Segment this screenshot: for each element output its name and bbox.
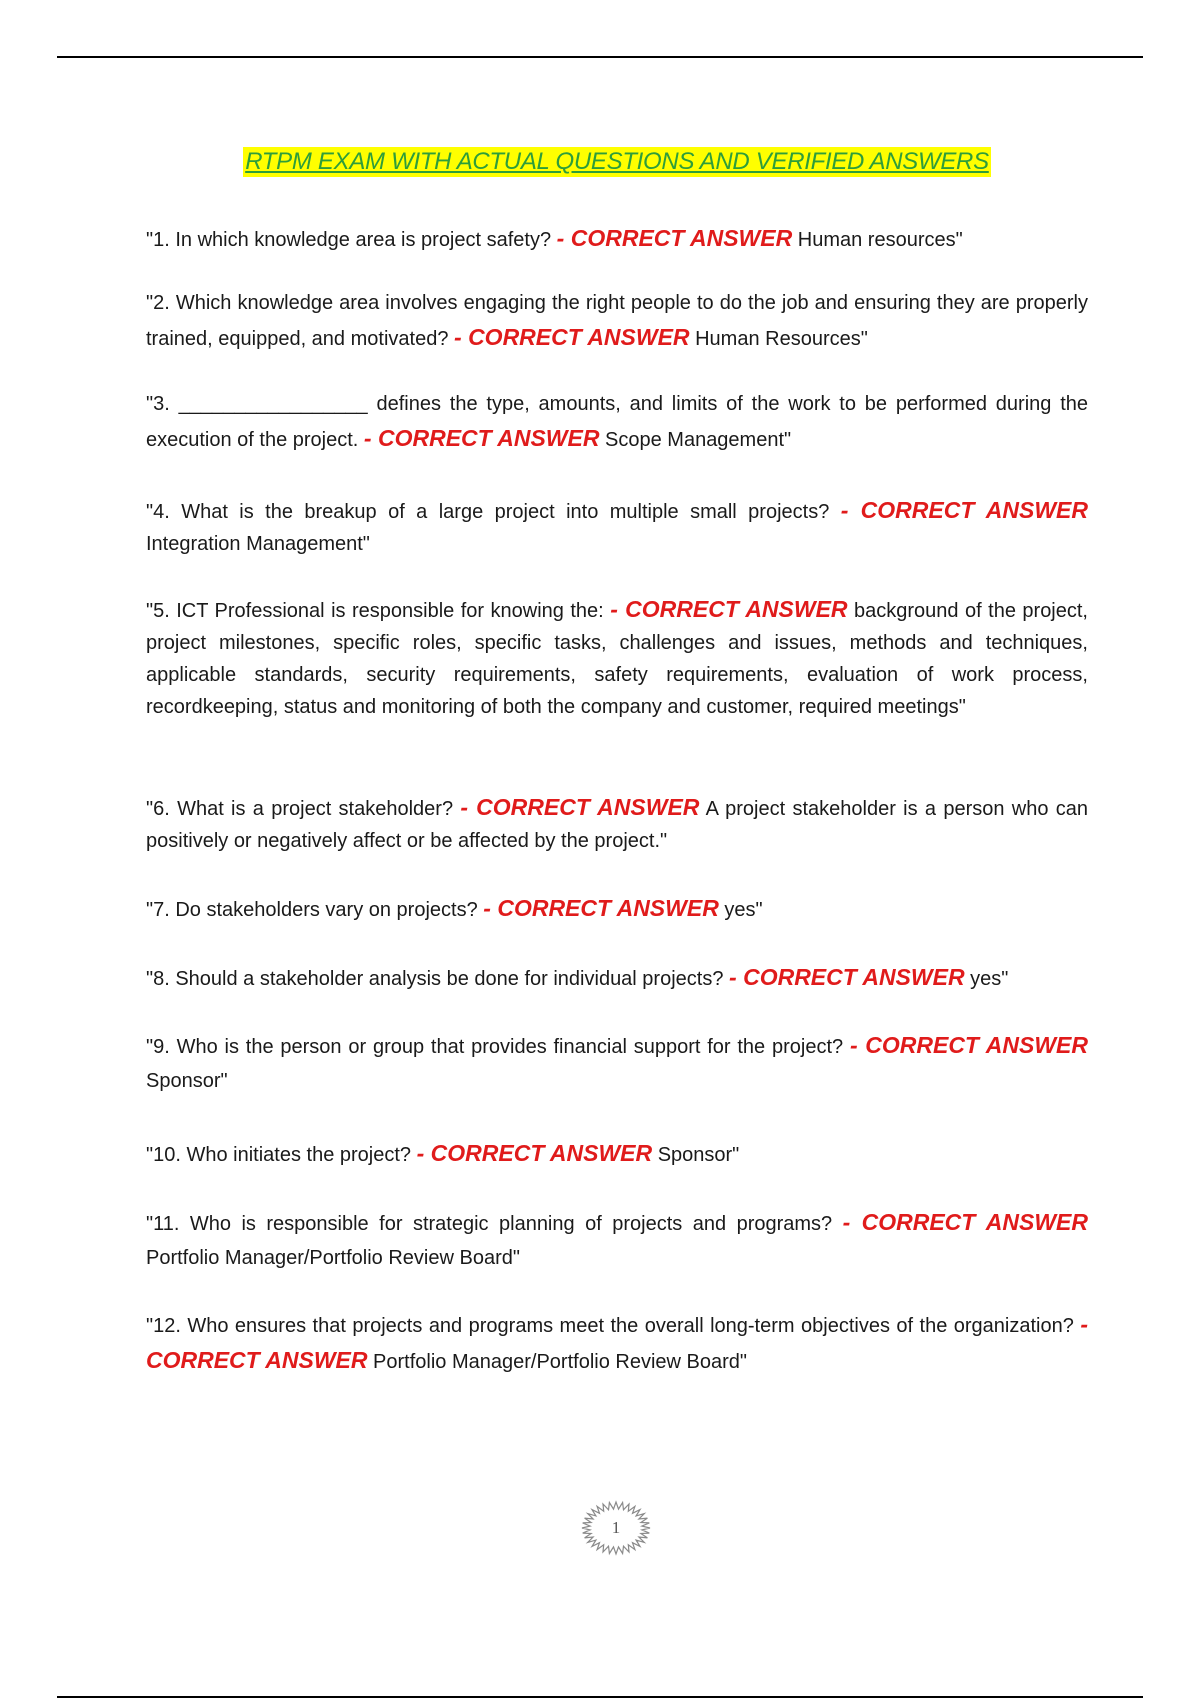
qa-item-6 bbox=[146, 791, 1088, 857]
answer-marker: - CORRECT ANSWER bbox=[483, 895, 719, 921]
answer-text: yes" bbox=[970, 968, 1009, 990]
question-text: "3. _________________ defines the type, amounts, and limits of the work to be performed during the execution of the project. bbox=[146, 393, 1088, 451]
question-text: "5. ICT Professional is responsible for knowing the: bbox=[146, 600, 604, 622]
answer-marker: - CORRECT ANSWER bbox=[610, 596, 848, 622]
document-title: RTPM EXAM WITH ACTUAL QUESTIONS AND VERIFIED ANSWERS bbox=[245, 148, 989, 175]
answer-text: A project stakeholder is a person who can positively or negatively affect or be affected by the project." bbox=[146, 798, 1089, 852]
page-number: 1 bbox=[611, 1518, 621, 1537]
answer-marker: - CORRECT ANSWER bbox=[842, 1209, 1088, 1235]
question-text: "6. What is a project stakeholder? bbox=[146, 798, 454, 820]
answer-text: background of the project, project milestones, specific roles, specific tasks, challenges and issues, methods and techniques, applicable standards, security requirements, safety requirements, evaluation of work process, recordkeeping, status and monitoring of both the company and customer, required meetings" bbox=[146, 600, 1088, 718]
answer-text: Sponsor" bbox=[146, 1070, 228, 1092]
header-rule bbox=[57, 56, 1143, 58]
qa-item-3 bbox=[146, 387, 1088, 457]
answer-marker: - CORRECT ANSWER bbox=[460, 794, 700, 820]
qa-item-7 bbox=[146, 891, 1088, 927]
qa-item-5 bbox=[146, 593, 1088, 723]
answer-text: Scope Management" bbox=[605, 429, 792, 451]
question-text: "7. Do stakeholders vary on projects? bbox=[146, 899, 478, 921]
answer-marker: - CORRECT ANSWER bbox=[146, 1311, 1088, 1373]
qa-item-9 bbox=[146, 1028, 1088, 1098]
qa-item-11 bbox=[146, 1205, 1088, 1275]
answer-text: Portfolio Manager/Portfolio Review Board" bbox=[373, 1351, 747, 1373]
question-text: "8. Should a stakeholder analysis be done for individual projects? bbox=[146, 968, 724, 990]
qa-item-10 bbox=[146, 1136, 1088, 1172]
answer-text: Sponsor" bbox=[657, 1144, 740, 1166]
answer-marker: - CORRECT ANSWER bbox=[840, 497, 1088, 523]
answer-text: Integration Management" bbox=[146, 533, 370, 555]
question-text: "2. Which knowledge area involves engaging the right people to do the job and ensuring they are properly trained, equipped, and motivated? bbox=[146, 292, 1088, 350]
qa-item-12 bbox=[146, 1307, 1088, 1379]
title-block bbox=[146, 147, 1088, 177]
answer-marker: - CORRECT ANSWER bbox=[556, 225, 793, 251]
answer-text: Human resources" bbox=[797, 229, 963, 251]
question-text: "4. What is the breakup of a large project into multiple small projects? bbox=[146, 501, 830, 523]
answer-text: Human Resources" bbox=[695, 328, 868, 350]
answer-marker: - CORRECT ANSWER bbox=[416, 1140, 653, 1166]
question-text: "11. Who is responsible for strategic planning of projects and programs? bbox=[146, 1213, 833, 1235]
answer-marker: - CORRECT ANSWER bbox=[454, 324, 690, 350]
question-text: "9. Who is the person or group that provides financial support for the project? bbox=[146, 1036, 844, 1058]
answer-marker: - CORRECT ANSWER bbox=[849, 1032, 1088, 1058]
question-text: "1. In which knowledge area is project safety? bbox=[146, 229, 552, 251]
question-text: "10. Who initiates the project? bbox=[146, 1144, 412, 1166]
qa-item-2 bbox=[146, 286, 1088, 356]
page-number-badge bbox=[568, 1492, 664, 1564]
answer-text: yes" bbox=[724, 899, 763, 921]
answer-marker: - CORRECT ANSWER bbox=[729, 964, 965, 990]
answer-text: Portfolio Manager/Portfolio Review Board" bbox=[146, 1247, 520, 1269]
qa-item-8 bbox=[146, 960, 1088, 996]
answer-marker: - CORRECT ANSWER bbox=[363, 425, 600, 451]
question-text: "12. Who ensures that projects and programs meet the overall long-term objectives of the organization? bbox=[146, 1315, 1074, 1337]
qa-item-1 bbox=[146, 221, 1088, 257]
footer-rule bbox=[57, 1696, 1143, 1698]
qa-item-4 bbox=[146, 494, 1088, 560]
